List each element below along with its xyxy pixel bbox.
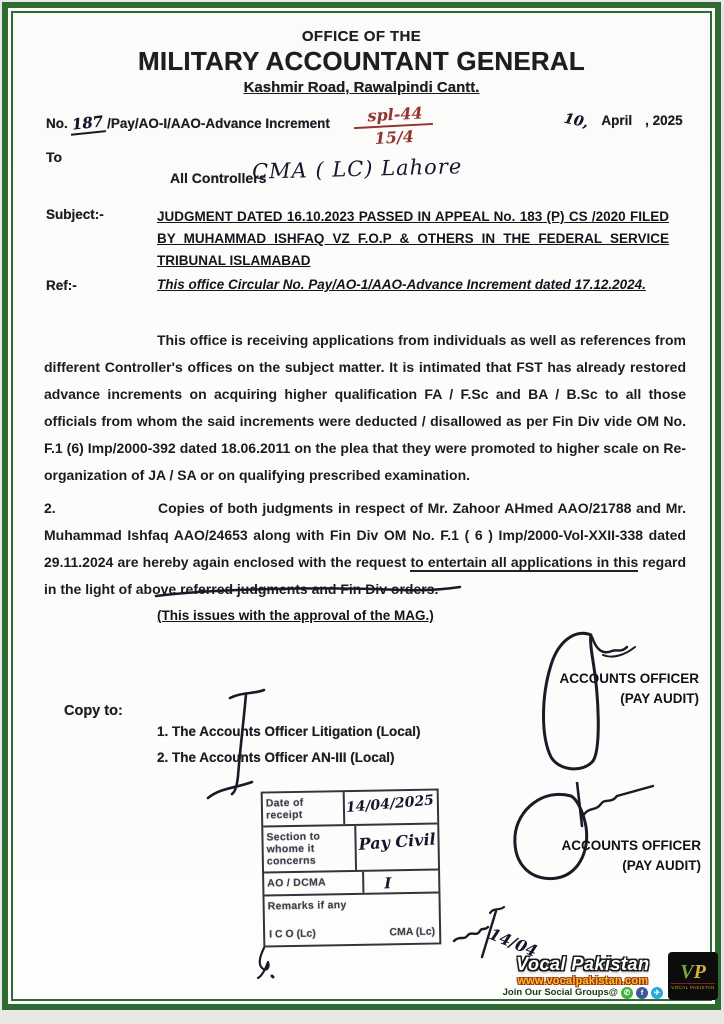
subject-label: Subject:-: [46, 207, 104, 222]
number-prefix: No.: [46, 116, 68, 131]
hand-underlined-phrase: to entertain all applications in this: [410, 554, 639, 570]
handwritten-red-annotation: [353, 103, 434, 149]
letter-date: [562, 110, 683, 132]
red-note-top: spl-44: [353, 103, 433, 129]
handwritten-separator-line: [152, 585, 464, 599]
handwritten-letter-number: 187: [69, 112, 106, 136]
body-paragraph-1: This office is receiving applications from individuals as well as references from different Controller's offices on the subject matter. It is intimated that FST has already restored advance increments on acquiring higher qualification FA / F.Sc and BA / B.Sc to all those officials from whom the said increments were deducted / disallowed as per Fin Div vide OM No. F.1 (6) Imp/2000-392 dated 18.06.2011 on the plea that they were promoted to higher scale on Re-organization of JA / SA or on qualifying prescribed examination.: [44, 332, 686, 483]
stamp-row-date: [263, 790, 438, 827]
paragraph-2-text-start: Copies of both judgments in respect of Mr. Zahoor AHmed AAO/21788 and Mr. Muhammad Ishfaq AAO/24653 along with Fin Div OM No. F.1 ( 6 ) Imp/2000-Vol-XXII-338 dated 29.11.2024 are hereby again enclosed with the request: [44, 500, 686, 570]
addressee: All Controllers: [170, 170, 267, 186]
watermark-social-text: Join Our Social Groups@: [502, 987, 618, 998]
whatsapp-icon: ✆: [621, 987, 633, 999]
stamp-row-section: [263, 824, 438, 873]
stamp-footer-left: I C O (Lc): [269, 927, 316, 941]
stamp-remarks-label: Remarks if any: [267, 899, 347, 913]
vp-logo-monogram: VP: [680, 960, 706, 983]
signatory-title: ACCOUNTS OFFICER: [559, 671, 699, 686]
paragraph-number: 2.: [44, 500, 56, 516]
facebook-icon: f: [636, 987, 648, 999]
handwritten-day: 10,: [562, 110, 590, 132]
watermark-texts: [503, 954, 663, 999]
number-suffix: /Pay/AO-I/AAO-Advance Increment: [107, 116, 330, 131]
date-year: , 2025: [645, 113, 683, 128]
handwritten-receipt-date: 14/04/2025: [345, 792, 435, 817]
approval-line: (This issues with the approval of the MAG.): [157, 608, 434, 623]
handwritten-addressee: CMA ( LC) Lahore: [251, 154, 463, 184]
watermark: [503, 952, 718, 1000]
copy-to-label: Copy to:: [64, 703, 123, 719]
scanned-letter-page: [2, 2, 721, 1010]
handwritten-hook-mark: [250, 944, 276, 982]
copy-to-item-1: 1. The Accounts Officer Litigation (Local): [157, 724, 421, 739]
office-line: OFFICE OF THE: [301, 28, 422, 45]
red-note-bottom: 15/4: [374, 126, 415, 148]
letter-number-line: [46, 114, 330, 134]
page-title: MILITARY ACCOUNTANT GENERAL: [138, 46, 585, 76]
handwritten-section: Pay Civil: [357, 829, 437, 854]
watermark-brand: Vocal Pakistan: [516, 953, 650, 974]
signatory-block-1: [523, 669, 699, 709]
subject-text: JUDGMENT DATED 16.10.2023 PASSED IN APPEAL No. 183 (P) CS /2020 FILED BY MUHAMMAD ISHFAQ VZ F.O.P & OTHERS IN THE FEDERAL SERVICE TRIBUNAL ISLAMABAD: [157, 209, 669, 268]
stamp-row-ao: [264, 870, 438, 896]
receipt-stamp: [261, 788, 442, 947]
letterhead-address: Kashmir Road, Rawalpindi Cantt.: [243, 79, 480, 96]
ref-label: Ref:-: [46, 278, 77, 293]
vp-logo: [668, 952, 718, 1000]
to-label: To: [46, 149, 63, 165]
copy-to-item-2: 2. The Accounts Officer AN-III (Local): [157, 750, 395, 765]
ref-text: This office Circular No. Pay/AO-1/AAO-Advance Increment dated 17.12.2024.: [157, 277, 646, 292]
watermark-website: www.vocalpakistan.com: [517, 974, 649, 987]
letterhead: [2, 28, 721, 96]
stamp-label-ao: AO / DCMA: [264, 872, 364, 895]
date-month: April: [601, 113, 633, 128]
paragraph-2-text-end: regard in the light of above referred judgments and Fin Div orders.: [44, 554, 686, 597]
handwritten-bottom-date: 14/04: [486, 924, 541, 961]
stamp-footer: [265, 923, 439, 945]
vp-logo-subtext: VOCAL PAKISTAN: [671, 984, 715, 990]
stamp-label-section: Section to whome it concerns: [263, 826, 357, 872]
signatory-subtitle: (PAY AUDIT): [622, 858, 701, 873]
signatory-block-2: [525, 836, 701, 876]
signatory-subtitle: (PAY AUDIT): [620, 691, 699, 706]
signatory-title: ACCOUNTS OFFICER: [561, 838, 701, 853]
handwritten-ao-mark: I: [384, 874, 392, 893]
handwritten-check-mark: [202, 688, 288, 804]
telegram-icon: ✈: [651, 987, 663, 999]
stamp-footer-right: CMA (Lc): [389, 925, 436, 939]
watermark-social-line: [503, 987, 663, 999]
stamp-label-date: Date of receipt: [263, 792, 345, 825]
